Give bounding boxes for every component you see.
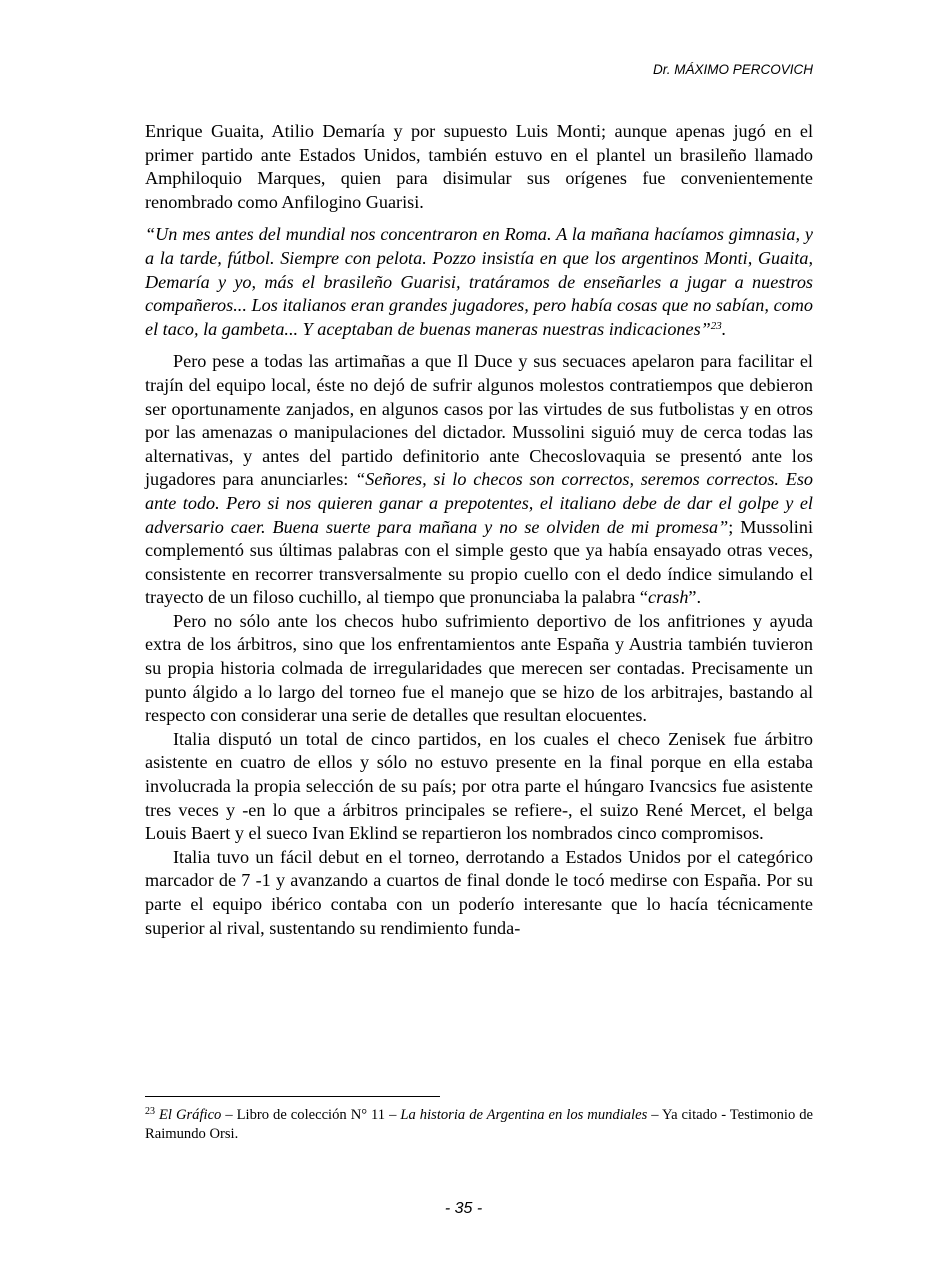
paragraph-mussolini xyxy=(145,350,813,610)
paragraph-mussolini-b: ; Mussolini complementó sus últimas palabras con el simple gesto que ya había ensayado otras veces, consistente en recorrer transversalmente su propio cuello con el dedo índice simulando el trayecto de un filoso cuchillo, al tiempo que pronunciaba la palabra “ xyxy=(145,516,813,608)
mussolini-quote: “Señores, si lo checos son correctos, seremos correctos. Eso ante todo. Pero si nos quieren ganar a prepotentes, el italiano debe de dar el golpe y el adversario caer. Buena suerte para mañana y no se olviden de mi promesa” xyxy=(145,469,813,537)
footnote-number: 23 xyxy=(145,1106,155,1117)
paragraph-debut: Italia tuvo un fácil debut en el torneo, derrotando a Estados Unidos por el categórico marcador de 7 -1 y avanzando a cuartos de final donde le tocó medirse con España. Por su parte el equipo ibérico contaba con un poderío interesante que lo hacía técnicamente superior al rival, sustentando su rendimiento funda- xyxy=(145,846,813,938)
footnote-book-title: La historia de Argentina en los mundiales xyxy=(400,1107,648,1123)
quote-orsi xyxy=(145,223,813,341)
paragraph-mussolini-c: ”. xyxy=(688,587,702,608)
paragraph-1: Enrique Guaita, Atilio Demaría y por supuesto Luis Monti; aunque apenas jugó en el primer partido ante Estados Unidos, también estuvo en el plantel un brasileño llamado Amphiloquio Marques, quien para disimular sus orígenes fue convenientemente renombrado como Anfilogino Guarisi. xyxy=(145,121,813,212)
paragraph-arbitros: Italia disputó un total de cinco partidos, en los cuales el checo Zenisek fue árbitro asistente en cuatro de ellos y sólo no estuvo presente en la final porque en ella estaba involucrada la propia selección de su país; por otra parte el húngaro Ivancsics fue asistente tres veces y -en lo que a árbitros principales se refiere-, el suizo René Mercet, el belga Louis Baert y el sueco Ivan Eklind se repartieron los nombrados cinco compromisos. xyxy=(145,728,813,844)
crash-word: crash xyxy=(648,587,689,608)
running-header-author: Dr. MÁXIMO PERCOVICH xyxy=(652,62,813,77)
footnote-sep: – Libro de colección N° 11 – xyxy=(221,1107,401,1123)
quote-orsi-end: . xyxy=(721,318,727,339)
paragraph-arbitrajes: Pero no sólo ante los checos hubo sufrimiento deportivo de los anfitriones y ayuda extra de los árbitros, sino que los enfrentamientos ante España y Austria también tuvieron su propia historia colmada de irregularidades que merecen ser contadas. Precisamente un punto álgido a lo largo del torneo fue el manejo que se hizo de los arbitrajes, bastando al respecto con considerar una serie de detalles que resultan elocuentes. xyxy=(145,610,813,726)
main-text xyxy=(145,120,813,940)
paragraph-mussolini-a: Pero pese a todas las artimañas a que Il Duce y sus secuaces apelaron para facilitar el trajín del equipo local, éste no dejó de sufrir algunos molestos contratiempos que debieron ser oportunamente zanjados, en algunos casos por las virtudes de sus futbolistas y en otros por las amenazas o manipulaciones del dictador. Mussolini siguió muy de cerca todas las alternativas, y antes del partido definitorio ante Checoslovaquia se presentó ante los jugadores para anunciarles: xyxy=(145,351,813,490)
page-number: - 35 - xyxy=(444,1200,483,1217)
quote-orsi-text: “Un mes antes del mundial nos concentraron en Roma. A la mañana hacíamos gimnasia, y a la tarde, fútbol. Siempre con pelota. Pozzo insistía en que los argentinos Monti, Guaita, Demaría y yo, más el brasileño Guarisi, tratáramos de enseñarles a jugar a nuestros compañeros... Los italianos eran grandes jugadores, pero había cosas que no sabían, como el taco, la gambeta... Y aceptaban de buenas maneras nuestras indicaciones” xyxy=(145,224,813,339)
footnote-rest: – Ya citado - Testimonio de Raimundo Orsi. xyxy=(145,1107,813,1142)
footnote-source-title: El Gráfico xyxy=(159,1107,222,1123)
footnote-ref-23[interactable]: 23 xyxy=(710,319,722,332)
footnote-separator xyxy=(145,1096,440,1097)
footnote-23 xyxy=(145,1106,813,1144)
